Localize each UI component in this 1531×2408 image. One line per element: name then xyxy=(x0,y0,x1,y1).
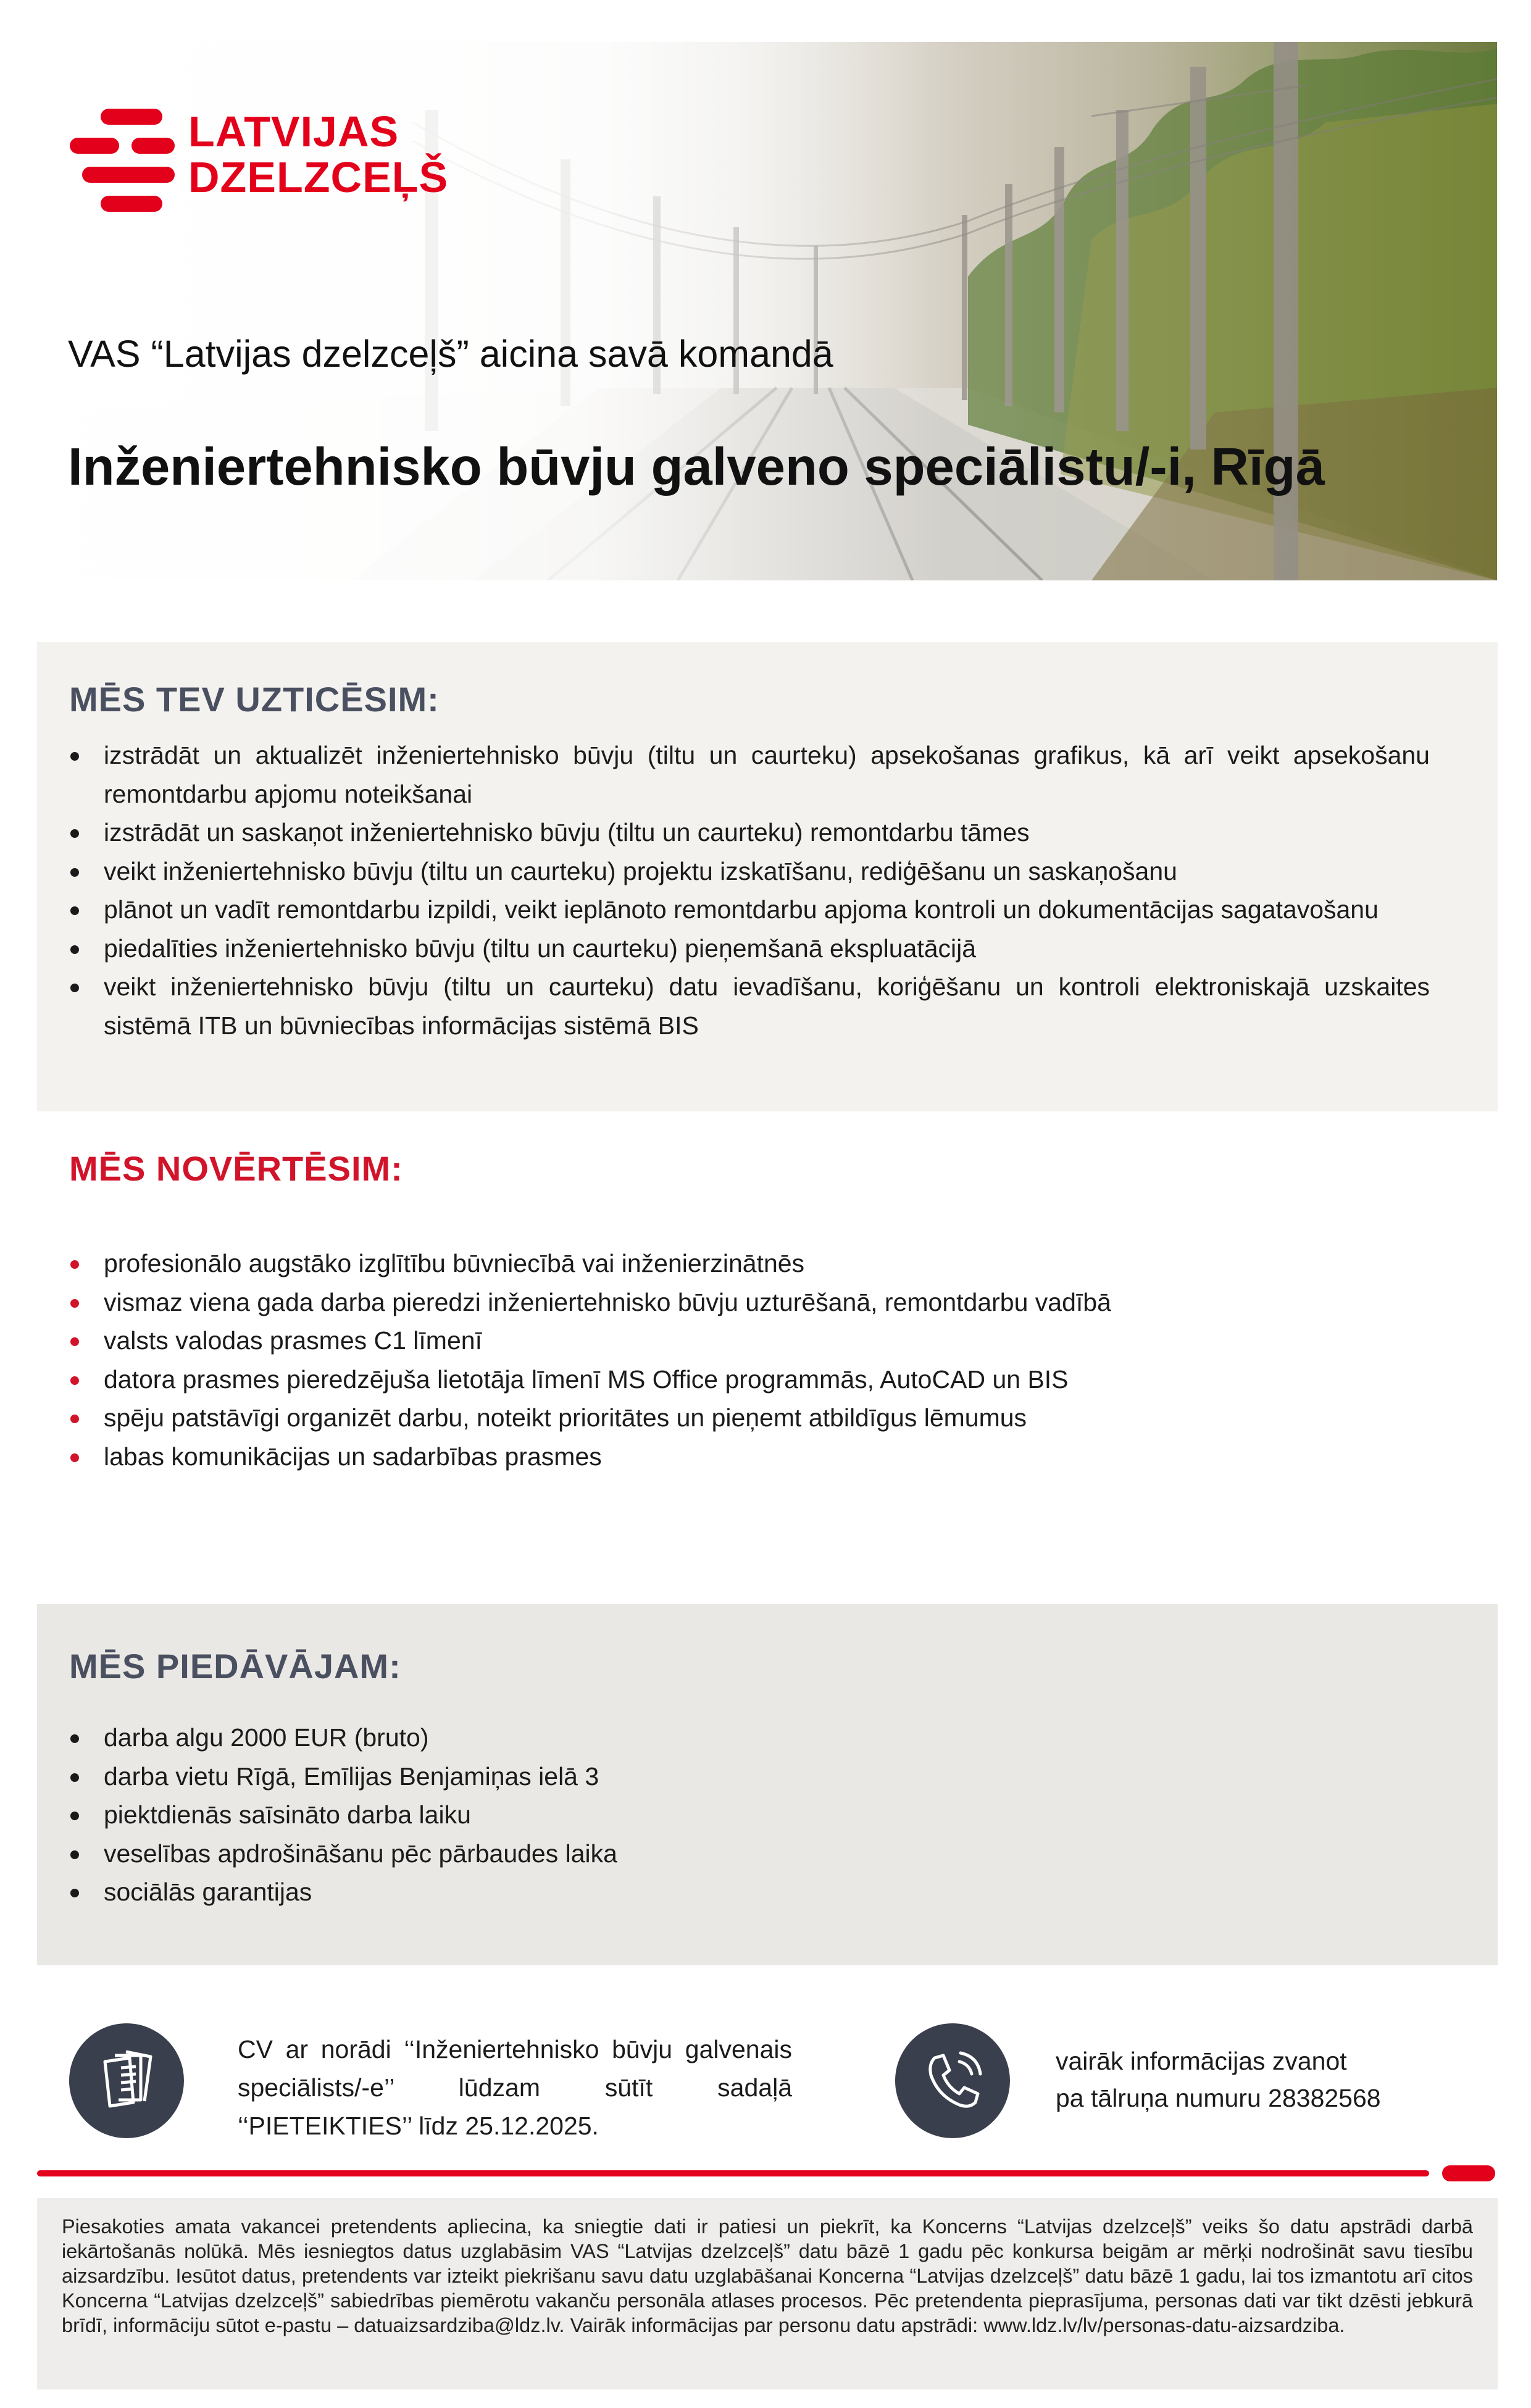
bullet-icon xyxy=(70,1453,79,1462)
offer-heading: MĒS PIEDĀVĀJAM: xyxy=(69,1647,401,1686)
bullet-icon xyxy=(70,829,79,838)
phone-icon xyxy=(895,2023,1010,2138)
list-item: sociālās garantijas xyxy=(69,1873,1430,1912)
responsibilities-section xyxy=(37,642,1498,1111)
company-logo xyxy=(70,107,449,214)
divider-accent xyxy=(1442,2165,1495,2181)
privacy-notice xyxy=(37,2198,1498,2389)
list-item: labas komunikācijas un sadarbības prasmes xyxy=(69,1437,1430,1476)
bullet-icon xyxy=(70,1376,79,1385)
bullet-icon xyxy=(70,1850,79,1859)
page-title: Inženiertehnisko būvju galveno speciālistu/-i, Rīgā xyxy=(68,438,1325,496)
privacy-notice-text: Piesakoties amata vakancei pretendents apliecina, ka sniegtie dati ir patiesi un piekrīt, ka Koncerns “Latvijas dzelzceļš” veiks šo datu apstrādi darbā iekārtošanās nolūkā. Mēs iesniegtos datus uzglabāsim VAS “Latvijas dzelzceļš” datu bāzē 1 gadu pēc konkursa beigām ar mērķi nodrošināt savu tiesību aizsardzību. Iesūtot datus, pretendents var izteikt piekrišanu savu datu uzglabāšanai Koncerna “Latvijas dzelzceļš” datu bāzē 1 gadu, lai tos izmantotu arī citos Koncerna “Latvijas dzelzceļš” sabiedrības piemērotu vakanču personāla atlases procesos. Pēc pretendenta pieprasījuma, personas dati var tikt dzēsti jebkurā brīdī, informāciju sūtot e-pastu – datuaizsardziba@ldz.lv. Vairāk informācijas par personu datu apstrādi: www.ldz.lv/lv/personas-datu-aizsardziba. xyxy=(62,2215,1473,2336)
bullet-icon xyxy=(70,984,79,992)
offer-section xyxy=(37,1604,1498,1965)
list-item: veikt inženiertehnisko būvju (tiltu un caurteku) projektu izskatīšanu, rediģēšanu un saskaņošanu xyxy=(69,852,1430,891)
phone-info-line2: pa tālruņa numuru 28382568 xyxy=(1056,2084,1381,2112)
requirements-list xyxy=(69,1244,1430,1476)
bullet-icon xyxy=(70,1734,79,1743)
requirements-heading: MĒS NOVĒRTĒSIM: xyxy=(69,1149,403,1188)
responsibilities-list xyxy=(69,736,1430,1045)
list-item: spēju patstāvīgi organizēt darbu, noteikt prioritātes un pieņemt atbildīgus lēmumus xyxy=(69,1398,1430,1437)
list-item: valsts valodas prasmes C1 līmenī xyxy=(69,1321,1430,1360)
logo-mark-icon xyxy=(70,109,187,214)
list-item: profesionālo augstāko izglītību būvniecībā vai inženierzinātnēs xyxy=(69,1244,1430,1283)
bullet-icon xyxy=(70,1260,79,1269)
list-item: piektdienās saīsināto darba laiku xyxy=(69,1796,1430,1834)
list-item: piedalīties inženiertehnisko būvju (tiltu un caurteku) pieņemšanā ekspluatācijā xyxy=(69,929,1430,968)
bullet-icon xyxy=(70,1299,79,1308)
bullet-icon xyxy=(70,1812,79,1820)
documents-icon xyxy=(69,2023,184,2138)
responsibilities-heading: MĒS TEV UZTICĒSIM: xyxy=(69,680,440,719)
list-item: vismaz viena gada darba pieredzi inženiertehnisko būvju uzturēšanā, remontdarbu vadībā xyxy=(69,1283,1430,1322)
cv-instructions: CV ar norādi ‘‘Inženiertehnisko būvju galvenais speciālists/-e’’ lūdzam sūtīt sadaļā ‘‘PIETEIKTIES’’ līdz 25.12.2025. xyxy=(238,2035,792,2140)
list-item: darba algu 2000 EUR (bruto) xyxy=(69,1718,1430,1757)
bullet-icon xyxy=(70,868,79,877)
bullet-icon xyxy=(70,1773,79,1782)
bullet-icon xyxy=(70,1889,79,1897)
header-banner xyxy=(42,42,1497,580)
bullet-icon xyxy=(70,1415,79,1423)
bullet-icon xyxy=(70,1337,79,1346)
invitation-text: VAS “Latvijas dzelzceļš” aicina savā komandā xyxy=(68,333,833,375)
list-item: izstrādāt un aktualizēt inženiertehnisko būvju (tiltu un caurteku) apsekošanas grafikus, kā arī veikt apsekošanu remontdarbu apjomu noteikšanai xyxy=(69,736,1430,813)
bullet-icon xyxy=(70,906,79,915)
list-item: darba vietu Rīgā, Emīlijas Benjamiņas ielā 3 xyxy=(69,1757,1430,1796)
list-item: izstrādāt un saskaņot inženiertehnisko būvju (tiltu un caurteku) remontdarbu tāmes xyxy=(69,813,1430,852)
phone-info-line1: vairāk informācijas zvanot xyxy=(1056,2047,1347,2075)
requirements-section xyxy=(37,1111,1498,1605)
list-item: veikt inženiertehnisko būvju (tiltu un caurteku) datu ievadīšanu, koriģēšanu un kontroli elektroniskajā uzskaites sistēmā ITB un būvniecības informācijas sistēmā BIS xyxy=(69,968,1430,1045)
phone-info xyxy=(1056,2042,1451,2117)
list-item: veselības apdrošināšanu pēc pārbaudes laika xyxy=(69,1834,1430,1873)
divider xyxy=(37,2170,1429,2176)
offer-list xyxy=(69,1718,1430,1912)
bullet-icon xyxy=(70,945,79,954)
list-item: plānot un vadīt remontdarbu izpildi, veikt ieplānoto remontdarbu apjoma kontroli un dokumentācijas sagatavošanu xyxy=(69,890,1430,929)
list-item: datora prasmes pieredzējuša lietotāja līmenī MS Office programmās, AutoCAD un BIS xyxy=(69,1360,1430,1399)
bullet-icon xyxy=(70,752,79,761)
logo-wordmark: LATVIJAS DZELZCEĻŠ xyxy=(188,107,449,201)
